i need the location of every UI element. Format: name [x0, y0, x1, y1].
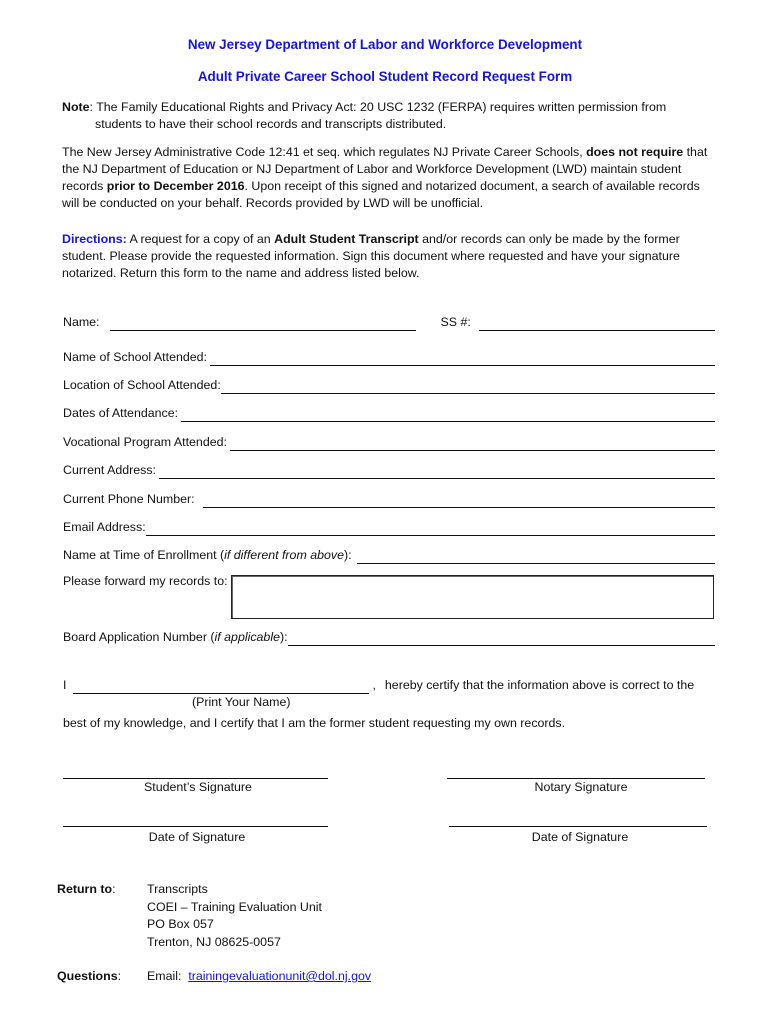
code-paragraph — [62, 144, 712, 212]
directions-text-2: and/or records can only be made by the former student. Please provide the requested information. Sign this document where requested and have your signature notarized. Return this form to the name and address listed below. — [62, 232, 680, 280]
forward-records-textbox[interactable] — [231, 575, 714, 619]
note-text-continued: students to have their school records and transcripts distributed. — [95, 117, 447, 131]
email-field[interactable] — [146, 522, 715, 536]
enrollment-name-row — [63, 546, 715, 564]
board-number-row — [63, 628, 715, 646]
phone-field[interactable] — [203, 494, 715, 508]
code-text-1: The New Jersey Administrative Code 12:41 et seq. which regulates NJ Private Career Schools, — [62, 145, 587, 159]
program-row — [63, 433, 715, 451]
contact-email-link[interactable]: trainingevaluationunit@dol.nj.gov — [188, 969, 372, 983]
ssn-field[interactable] — [479, 317, 715, 331]
dates-field[interactable] — [181, 408, 715, 422]
return-line-3: PO Box 057 — [147, 917, 214, 931]
forward-label: Please forward my records to: — [63, 574, 228, 588]
school-field[interactable] — [210, 352, 715, 366]
location-field[interactable] — [221, 380, 715, 394]
code-bold-2: prior to December 2016 — [106, 179, 245, 193]
location-row — [63, 376, 715, 394]
certify-row — [63, 676, 713, 694]
dates-label: Dates of Attendance: — [63, 406, 179, 420]
email-row — [63, 518, 715, 536]
program-label: Vocational Program Attended: — [63, 435, 227, 449]
directions-paragraph — [62, 231, 712, 282]
enrollment-name-label: Name at Time of Enrollment (if different from above): — [63, 548, 352, 562]
certify-i: I — [63, 678, 67, 692]
notary-date-label: Date of Signature — [531, 830, 629, 844]
student-date-field[interactable] — [63, 826, 328, 827]
print-name-label: (Print Your Name) — [192, 695, 291, 709]
ssn-label: SS #: — [440, 315, 471, 329]
directions-text-1: A request for a copy of an — [126, 232, 275, 246]
return-line-2: COEI – Training Evaluation Unit — [147, 899, 322, 914]
questions-label: Questions: — [57, 969, 122, 983]
note-label: Note — [62, 100, 90, 114]
board-number-label: Board Application Number (if applicable): — [63, 630, 288, 644]
note-text: : The Family Educational Rights and Privacy Act: 20 USC 1232 (FERPA) requires written permission from — [89, 100, 667, 114]
student-date-label: Date of Signature — [148, 830, 246, 844]
certify-comma: , — [372, 678, 376, 692]
location-label: Location of School Attended: — [63, 378, 221, 392]
dates-row — [63, 404, 715, 422]
return-line-1: Transcripts — [147, 882, 208, 896]
directions-label: Directions: — [62, 232, 127, 246]
name-field[interactable] — [110, 317, 416, 331]
student-signature-label: Student’s Signature — [144, 780, 252, 794]
address-field[interactable] — [159, 465, 715, 479]
code-bold-1: does not require — [586, 145, 684, 159]
certify-text: hereby certify that the information above is correct to the — [384, 678, 695, 692]
notary-signature-label: Notary Signature — [534, 780, 628, 794]
enrollment-name-field[interactable] — [357, 550, 715, 564]
questions-contact — [147, 968, 371, 985]
name-ssn-row — [63, 313, 715, 331]
email-label: Email Address: — [63, 520, 146, 534]
certify-text-continued: best of my knowledge, and I certify that I am the former student requesting my own records. — [63, 716, 566, 730]
return-address — [147, 881, 322, 951]
name-label: Name: — [63, 315, 100, 329]
code-text-2: that the NJ Department of Education or NJ Department of Labor and Workforce Development (LWD) maintain student records — [62, 145, 708, 193]
phone-label: Current Phone Number: — [63, 492, 195, 506]
school-label: Name of School Attended: — [63, 350, 207, 364]
address-row — [63, 461, 715, 479]
form-agency-title: New Jersey Department of Labor and Workforce Development — [187, 37, 583, 52]
return-line-4: Trenton, NJ 08625-0057 — [147, 934, 281, 949]
address-label: Current Address: — [63, 463, 156, 477]
note-paragraph — [62, 99, 712, 133]
school-row — [63, 348, 715, 366]
return-to-label: Return to: — [57, 882, 116, 896]
email-contact-label: Email: — [147, 969, 182, 983]
board-number-field[interactable] — [288, 632, 715, 646]
phone-row — [63, 490, 715, 508]
print-name-field[interactable] — [73, 680, 369, 694]
form-title: Adult Private Career School Student Record Request Form — [197, 69, 573, 84]
directions-bold: Adult Student Transcript — [274, 232, 419, 246]
code-text-3: . Upon receipt of this signed and notarized document, a search of available records will be conducted on your behalf. Records provided by LWD will be unofficial. — [62, 179, 700, 210]
notary-date-field[interactable] — [449, 826, 707, 827]
program-field[interactable] — [230, 437, 715, 451]
